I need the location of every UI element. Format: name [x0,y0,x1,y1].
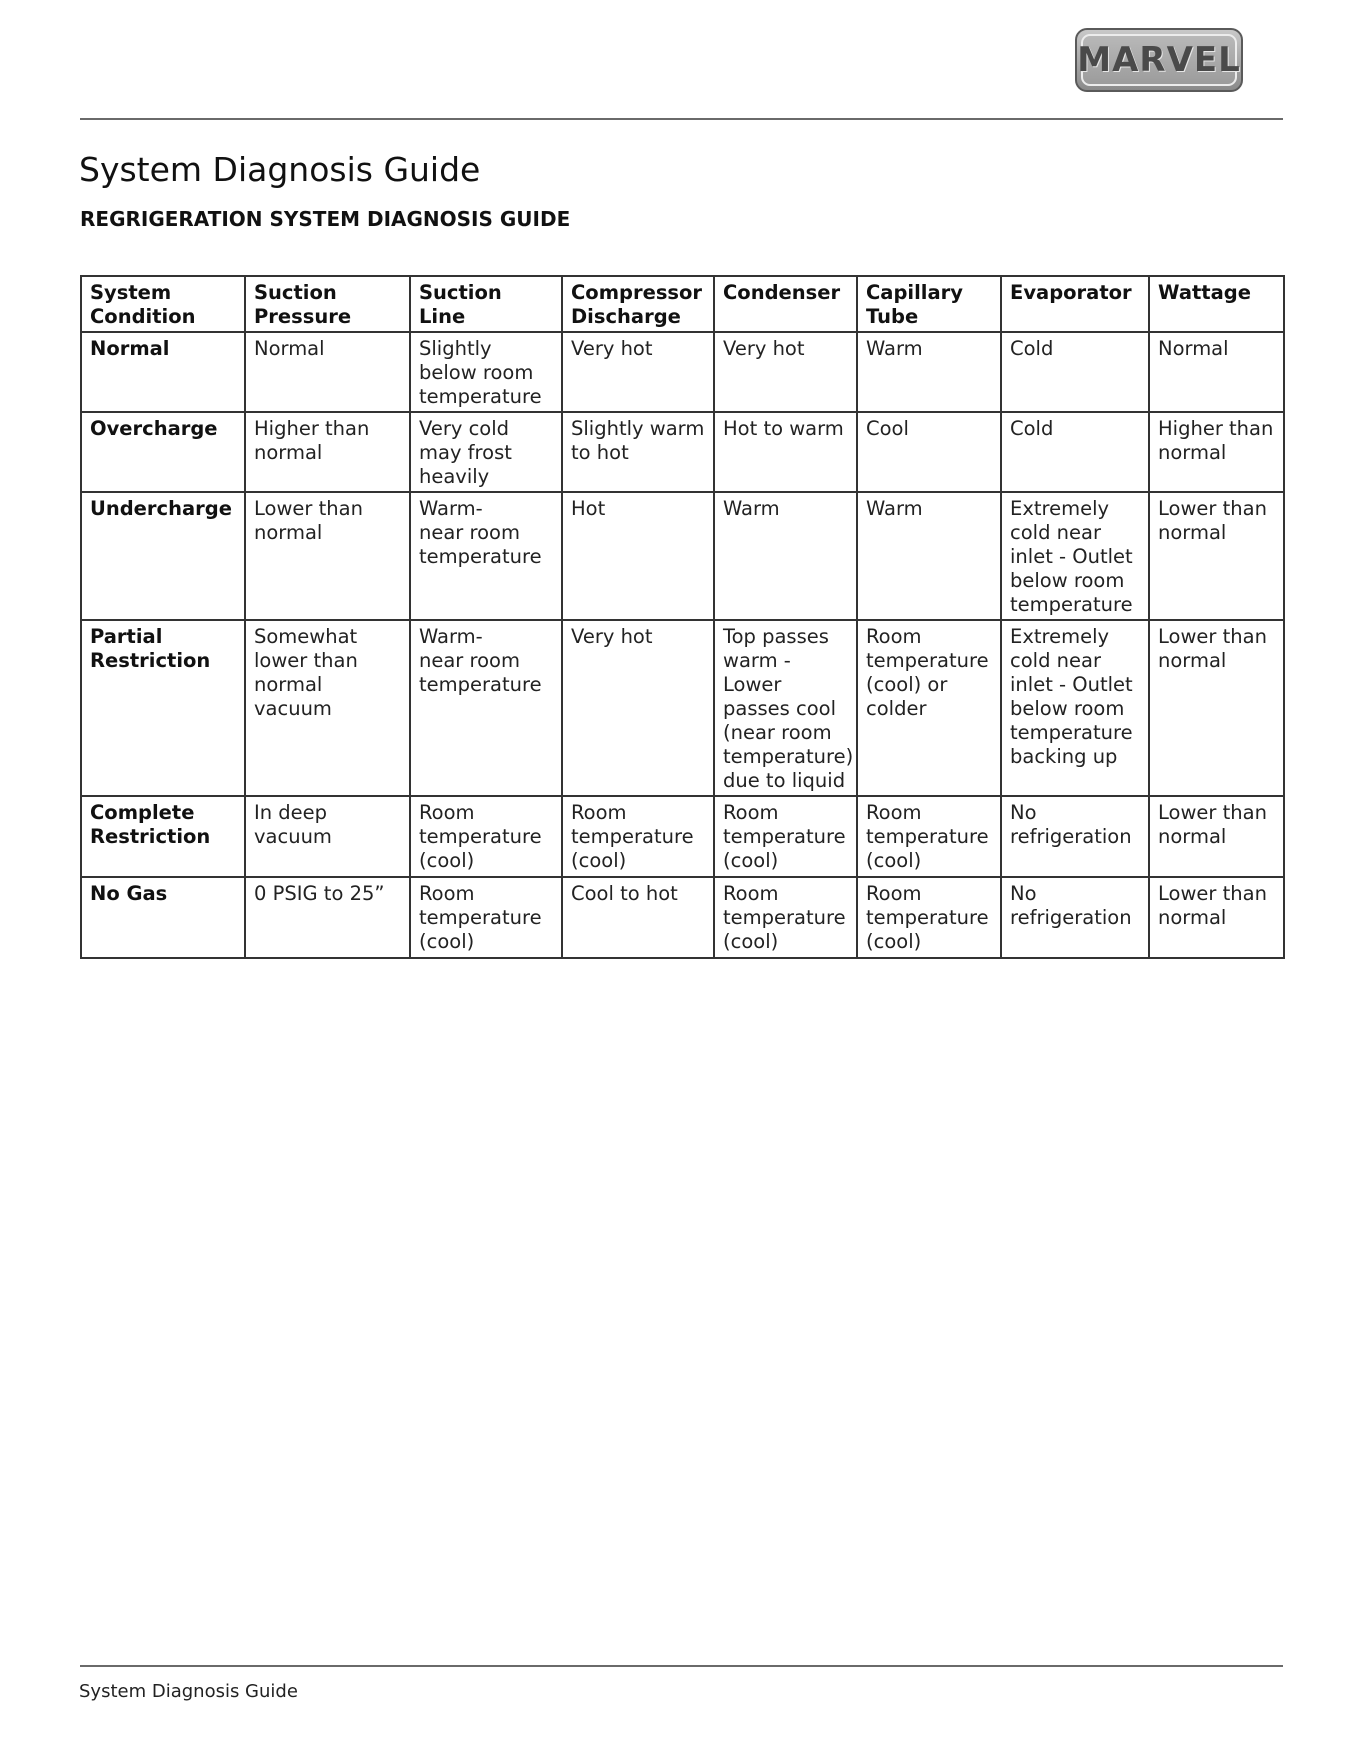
cell: Lower than normal [1149,796,1284,877]
section-title: REGRIGERATION SYSTEM DIAGNOSIS GUIDE [80,207,571,231]
cell: Very hot [562,620,714,796]
cell: Cold [1001,412,1149,492]
cell-condition: Normal [81,332,245,412]
page-title: System Diagnosis Guide [79,150,481,189]
cell: Room temperature (cool) [410,877,562,958]
cell: Extremely cold near inlet - Outlet below room temperature [1001,492,1149,620]
cell: Higher than normal [245,412,410,492]
header-compressor-discharge: Compressor Discharge [562,276,714,332]
header-suction-line: Suction Line [410,276,562,332]
table-row [81,332,1284,412]
table-row [81,412,1284,492]
cell-condition: Partial Restriction [81,620,245,796]
header-evaporator: Evaporator [1001,276,1149,332]
cell-condition: Undercharge [81,492,245,620]
cell: Lower than normal [245,492,410,620]
cell: Hot [562,492,714,620]
cell: In deep vacuum [245,796,410,877]
header-divider [80,118,1283,120]
page-footer: System Diagnosis Guide [79,1681,298,1702]
cell: Hot to warm [714,412,857,492]
cell: Normal [1149,332,1284,412]
cell: Warm [857,332,1001,412]
header-suction-pressure: Suction Pressure [245,276,410,332]
cell: Top passes warm - Lower passes cool (near room temperature) due to liquid [714,620,857,796]
cell-condition: Complete Restriction [81,796,245,877]
cell: Warm- near room temperature [410,620,562,796]
marvel-logo-text: MARVEL [1081,34,1237,86]
cell: Lower than normal [1149,877,1284,958]
cell: Warm [714,492,857,620]
cell: Room temperature (cool) [714,877,857,958]
cell: Lower than normal [1149,492,1284,620]
cell: Somewhat lower than normal vacuum [245,620,410,796]
table-header-row [81,276,1284,332]
table-row [81,796,1284,877]
cell: Warm [857,492,1001,620]
cell: Room temperature (cool) [562,796,714,877]
cell: Cool to hot [562,877,714,958]
table-row [81,620,1284,796]
cell: Slightly warm to hot [562,412,714,492]
cell: Slightly below room temperature [410,332,562,412]
cell: Higher than normal [1149,412,1284,492]
header-capillary-tube: Capillary Tube [857,276,1001,332]
cell: Very hot [562,332,714,412]
header-system-condition: System Condition [81,276,245,332]
header-condenser: Condenser [714,276,857,332]
cell: Cold [1001,332,1149,412]
cell: Room temperature (cool) [857,877,1001,958]
cell: Warm- near room temperature [410,492,562,620]
cell-condition: No Gas [81,877,245,958]
cell: 0 PSIG to 25” [245,877,410,958]
header-wattage: Wattage [1149,276,1284,332]
cell: Extremely cold near inlet - Outlet below room temperature backing up [1001,620,1149,796]
cell: Lower than normal [1149,620,1284,796]
cell: Room temperature (cool) [857,796,1001,877]
table-row [81,877,1284,958]
marvel-logo [1075,28,1243,92]
cell: Room temperature (cool) [714,796,857,877]
cell: Cool [857,412,1001,492]
cell: Room temperature (cool) or colder [857,620,1001,796]
cell-condition: Overcharge [81,412,245,492]
cell: No refrigeration [1001,796,1149,877]
cell: Very hot [714,332,857,412]
table-row [81,492,1284,620]
cell: No refrigeration [1001,877,1149,958]
cell: Room temperature (cool) [410,796,562,877]
footer-divider [80,1665,1283,1667]
cell: Normal [245,332,410,412]
diagnosis-table [80,275,1285,959]
cell: Very cold may frost heavily [410,412,562,492]
